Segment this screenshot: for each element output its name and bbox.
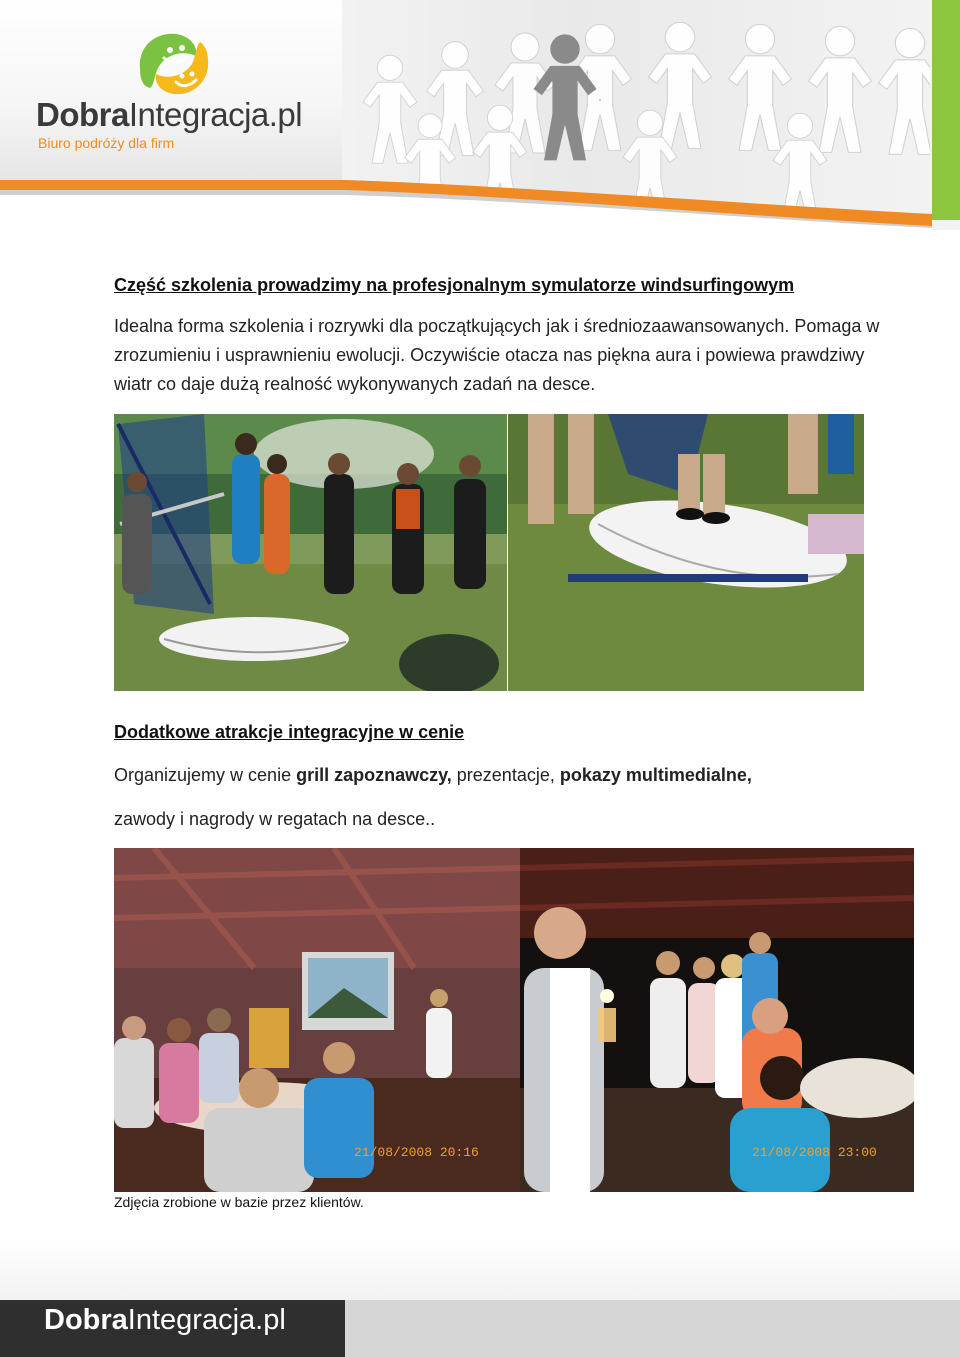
attractions-line-2: zawody i nagrody w regatach na desce.. xyxy=(114,809,436,829)
attractions-line-1 xyxy=(114,760,752,790)
photo-date-right: 21/08/2008 23:00 xyxy=(752,1145,877,1160)
photo-windsurf-group xyxy=(114,414,507,691)
footer-brand-regular: Integracja.pl xyxy=(127,1304,286,1336)
attractions-text-a: Organizujemy w cenie xyxy=(114,765,297,785)
section-heading-simulator: Część szkolenia prowadzimy na profesjonalnym symulatorze windsurfingowym xyxy=(114,275,795,295)
footer-brand-bold: Dobra xyxy=(44,1304,128,1336)
brand-tagline: Biuro podróży dla firm xyxy=(38,135,175,151)
photo-evening-presentation xyxy=(114,848,520,1192)
green-accent-bar xyxy=(932,0,960,220)
photo-windsurf-board xyxy=(508,414,864,691)
brand-logo-text xyxy=(36,96,302,134)
attractions-bold-grill: grill zapoznawczy, xyxy=(296,765,452,785)
attractions-text-c: prezentacje, xyxy=(451,765,560,785)
photo-date-left: 21/08/2008 20:16 xyxy=(354,1145,479,1160)
footer-grey-panel xyxy=(345,1300,960,1357)
brand-regular: Integracja.pl xyxy=(128,96,303,133)
section-simulator xyxy=(114,270,914,399)
section-paragraph-simulator: Idealna forma szkolenia i rozrywki dla początkujących jak i średniozaawansowanych. Pomaga w zrozumieniu i usprawnieniu ewolucji. Oczywiście otacza nas piękna aura i powiewa prawdziwy wiatr co daje dużą realność wykonywanych zadań na desce. xyxy=(114,316,880,394)
photo-caption: Zdjęcia zrobione w bazie przez klientów. xyxy=(114,1194,364,1210)
brand-bold: Dobra xyxy=(36,96,129,133)
section-heading-attractions: Dodatkowe atrakcje integracyjne w cenie xyxy=(114,722,465,742)
photo-evening-dinner xyxy=(520,848,914,1192)
smiley-logo-icon xyxy=(132,28,216,100)
page-header xyxy=(0,0,960,230)
attractions-bold-multimedia: pokazy multimedialne, xyxy=(559,765,752,785)
footer-brand-text xyxy=(44,1304,286,1337)
